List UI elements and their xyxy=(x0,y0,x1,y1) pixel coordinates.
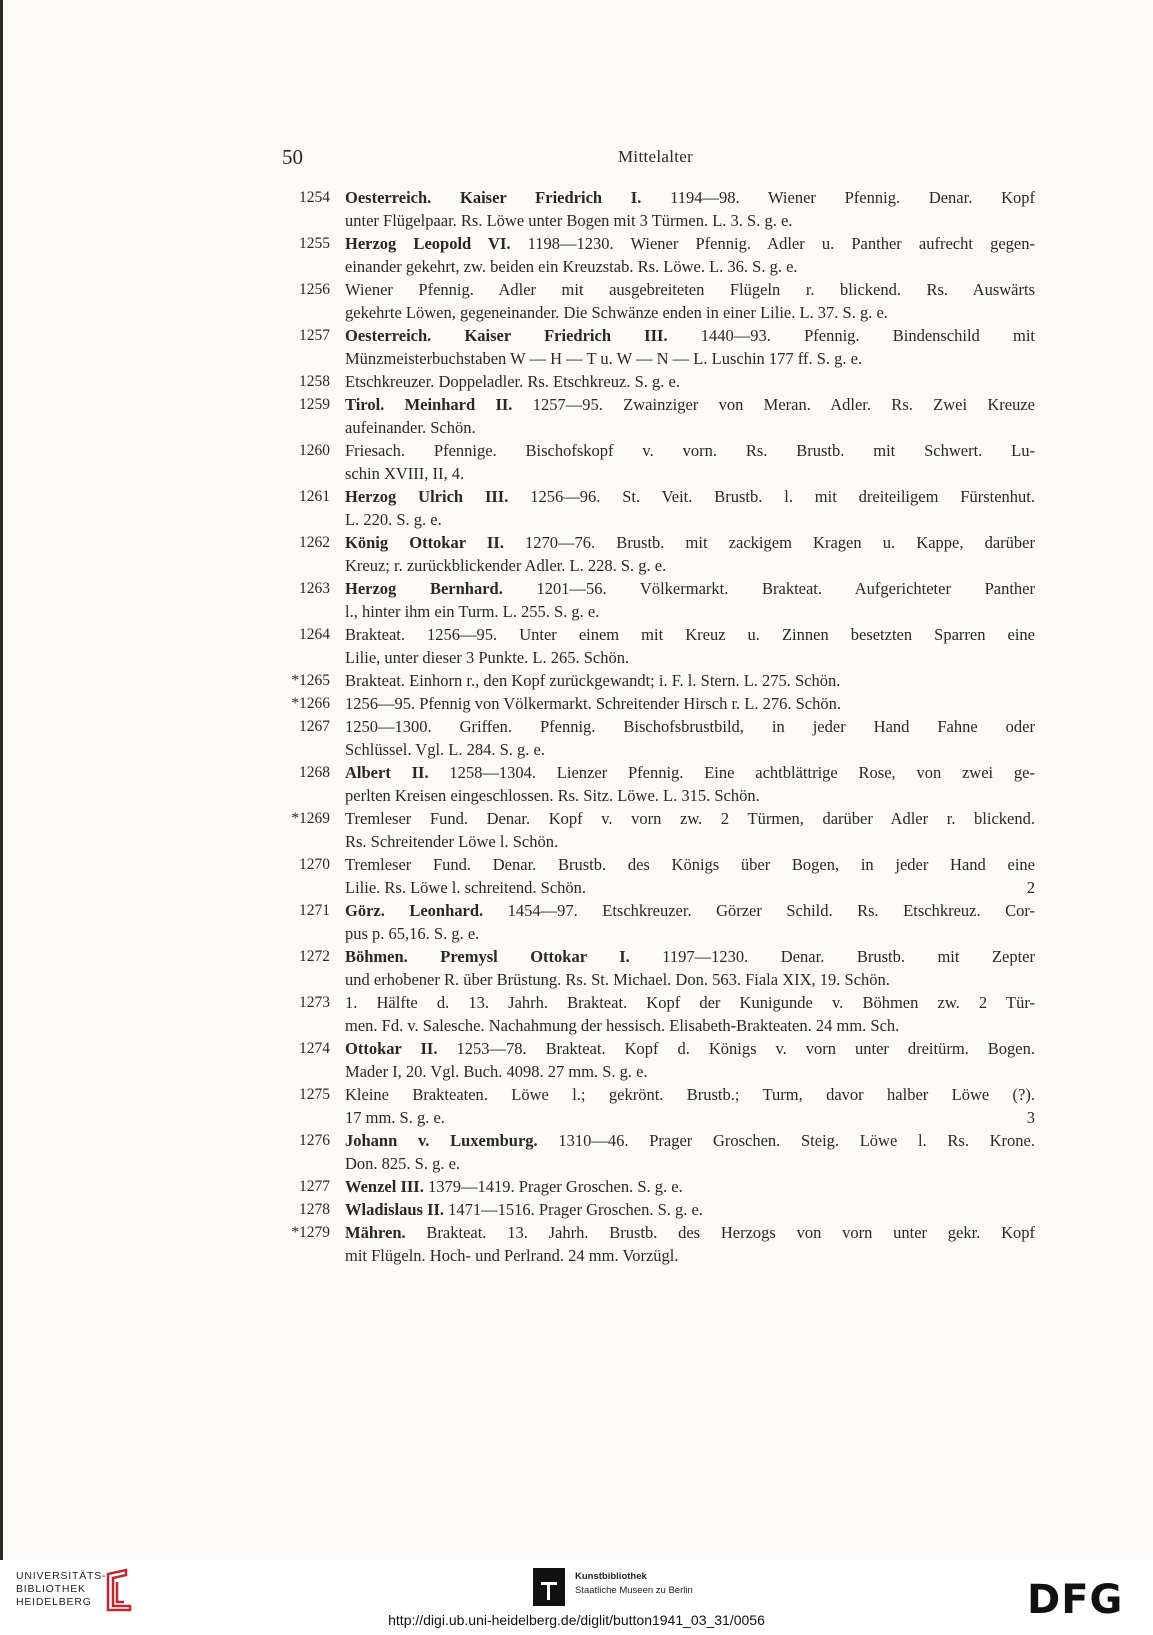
catalog-entry xyxy=(270,1083,1045,1129)
entry-line xyxy=(345,945,1035,968)
entry-line xyxy=(345,600,1035,623)
entry-description: einander gekehrt, zw. beiden ein Kreuzstab. Rs. Löwe. L. 36. S. g. e. xyxy=(345,257,798,276)
entry-description: Tremleser Fund. Denar. Kopf v. vorn zw. 2 Türmen, darüber Adler r. blickend. xyxy=(345,809,1035,828)
entry-description: 1197—1230. Denar. Brustb. mit Zepter xyxy=(629,947,1035,966)
entry-number: 1277 xyxy=(299,1178,330,1195)
entry-heading: Herzog Leopold VI. xyxy=(345,234,511,253)
catalog-entry xyxy=(270,577,1045,623)
entry-text xyxy=(345,1221,1035,1267)
entry-heading: König Ottokar II. xyxy=(345,533,504,552)
entry-text xyxy=(345,807,1035,853)
catalog-entry xyxy=(270,485,1045,531)
catalog-entries xyxy=(270,186,1045,1267)
entry-line xyxy=(345,508,1035,531)
entry-text xyxy=(345,945,1035,991)
entry-text xyxy=(345,1198,1035,1221)
entry-text xyxy=(345,232,1035,278)
entry-line xyxy=(345,301,1035,324)
running-title: Mittelalter xyxy=(618,147,694,166)
scan-edge xyxy=(0,0,3,1560)
catalog-entry xyxy=(270,807,1045,853)
kb-subtitle: Staatliche Museen zu Berlin xyxy=(575,1585,693,1596)
entry-description: Rs. Schreitender Löwe l. Schön. xyxy=(345,832,559,851)
entry-description: Don. 825. S. g. e. xyxy=(345,1154,461,1173)
entry-text xyxy=(345,1037,1035,1083)
entry-description: 1258—1304. Lienzer Pfennig. Eine achtblättrige Rose, von zwei ge- xyxy=(428,763,1035,782)
entry-line xyxy=(345,1060,1035,1083)
entry-price: 3 xyxy=(1026,1108,1035,1127)
entry-line xyxy=(345,899,1035,922)
entry-line xyxy=(345,209,1035,232)
entry-description: men. Fd. v. Salesche. Nachahmung der hessisch. Elisabeth-Brakteaten. 24 mm. Sch. xyxy=(345,1016,900,1035)
entry-line xyxy=(345,370,1035,393)
entry-description: 1256—96. St. Veit. Brustb. l. mit dreiteiligem Fürstenhut. xyxy=(508,487,1035,506)
catalog-entry xyxy=(270,991,1045,1037)
catalog-entry xyxy=(270,1037,1045,1083)
entry-description: perlten Kreisen eingeschlossen. Rs. Sitz. Löwe. L. 315. Schön. xyxy=(345,786,760,805)
entry-text xyxy=(345,278,1035,324)
entry-description: gekehrte Löwen, gegeneinander. Die Schwänze enden in einer Lilie. L. 37. S. g. e. xyxy=(345,303,888,322)
catalog-entry xyxy=(270,1129,1045,1175)
entry-text xyxy=(345,439,1035,485)
entry-heading: Tirol. Meinhard II. xyxy=(345,395,513,414)
dfg-logo[interactable]: DFG xyxy=(1027,1577,1124,1623)
catalog-entry xyxy=(270,278,1045,324)
entry-description: 1194—98. Wiener Pfennig. Denar. Kopf xyxy=(641,188,1035,207)
entry-line xyxy=(345,646,1035,669)
entry-description: Brakteat. 1256—95. Unter einem mit Kreuz u. Zinnen besetzten Sparren eine xyxy=(345,625,1035,644)
entry-text xyxy=(345,692,1035,715)
entry-heading: Johann v. Luxemburg. xyxy=(345,1131,538,1150)
entry-line xyxy=(345,1244,1035,1267)
entry-description: 1454—97. Etschkreuzer. Görzer Schild. Rs. Etschkreuz. Cor- xyxy=(483,901,1035,920)
page-header xyxy=(282,145,1002,175)
entry-description: Brakteat. 13. Jahrh. Brustb. des Herzogs von vorn unter gekr. Kopf xyxy=(405,1223,1035,1242)
entry-line xyxy=(345,991,1035,1014)
entry-number: 1267 xyxy=(299,718,330,735)
entry-description: Lilie, unter dieser 3 Punkte. L. 265. Schön. xyxy=(345,648,630,667)
footer-bar xyxy=(0,1560,1153,1635)
entry-description: 1256—95. Pfennig von Völkermarkt. Schreitender Hirsch r. L. 276. Schön. xyxy=(345,694,841,713)
entry-line xyxy=(345,232,1035,255)
entry-description: Kreuz; r. zurückblickender Adler. L. 228. S. g. e. xyxy=(345,556,667,575)
entry-number: 1256 xyxy=(299,281,330,298)
entry-text xyxy=(345,577,1035,623)
entry-line xyxy=(345,1175,1035,1198)
entry-line xyxy=(345,278,1035,301)
entry-description: 1270—76. Brustb. mit zackigem Kragen u. Kappe, darüber xyxy=(503,533,1035,552)
entry-heading: Wladislaus II. xyxy=(345,1200,445,1219)
entry-line xyxy=(345,1152,1035,1175)
entry-number: 1276 xyxy=(299,1132,330,1149)
entry-heading: Wenzel III. xyxy=(345,1177,424,1196)
entry-line xyxy=(345,393,1035,416)
entry-description: 1257—95. Zwainziger von Meran. Adler. Rs. Zwei Kreuze xyxy=(512,395,1035,414)
entry-line xyxy=(345,1014,1035,1037)
entry-heading: Oesterreich. Kaiser Friedrich III. xyxy=(345,326,668,345)
entry-number: 1259 xyxy=(299,396,330,413)
ub-emblem-icon xyxy=(104,1568,134,1612)
ub-logo-line3: HEIDELBERG xyxy=(16,1596,92,1608)
entry-heading: Herzog Bernhard. xyxy=(345,579,503,598)
entry-description: 1198—1230. Wiener Pfennig. Adler u. Panther aufrecht gegen- xyxy=(510,234,1035,253)
entry-text xyxy=(345,991,1035,1037)
entry-text xyxy=(345,669,1035,692)
entry-description: Brakteat. Einhorn r., den Kopf zurückgewandt; i. F. l. Stern. L. 275. Schön. xyxy=(345,671,841,690)
catalog-entry xyxy=(270,393,1045,439)
entry-heading: Oesterreich. Kaiser Friedrich I. xyxy=(345,188,642,207)
entry-text xyxy=(345,324,1035,370)
entry-number: 1271 xyxy=(299,902,330,919)
entry-line xyxy=(345,692,1035,715)
entry-line xyxy=(345,485,1035,508)
catalog-entry xyxy=(270,692,1045,715)
catalog-entry xyxy=(270,232,1045,278)
entry-text xyxy=(345,715,1035,761)
entry-description: unter Flügelpaar. Rs. Löwe unter Bogen mit 3 Türmen. L. 3. S. g. e. xyxy=(345,211,793,230)
entry-number: 1270 xyxy=(299,856,330,873)
catalog-entry xyxy=(270,1198,1045,1221)
entry-line xyxy=(345,761,1035,784)
entry-line xyxy=(345,1198,1035,1221)
entry-text xyxy=(345,761,1035,807)
entry-line xyxy=(345,830,1035,853)
entry-number: *1266 xyxy=(291,695,330,712)
entry-text xyxy=(345,1175,1035,1198)
entry-description: 1440—93. Pfennig. Bindenschild mit xyxy=(667,326,1035,345)
entry-number: 1255 xyxy=(299,235,330,252)
entry-description: 1379—1419. Prager Groschen. S. g. e. xyxy=(423,1177,683,1196)
catalog-entry xyxy=(270,370,1045,393)
catalog-entry xyxy=(270,439,1045,485)
entry-number: 1268 xyxy=(299,764,330,781)
entry-number: 1272 xyxy=(299,948,330,965)
entry-number: 1262 xyxy=(299,534,330,551)
entry-number: 1254 xyxy=(299,189,330,206)
entry-price: 2 xyxy=(1026,878,1035,897)
catalog-entry xyxy=(270,715,1045,761)
entry-line xyxy=(345,968,1035,991)
entry-description: pus p. 65,16. S. g. e. xyxy=(345,924,480,943)
entry-description: 1250—1300. Griffen. Pfennig. Bischofsbrustbild, in jeder Hand Fahne oder xyxy=(345,717,1035,736)
entry-number: 1274 xyxy=(299,1040,330,1057)
catalog-entry xyxy=(270,899,1045,945)
catalog-entry xyxy=(270,1175,1045,1198)
entry-text xyxy=(345,1083,1035,1129)
entry-line xyxy=(345,669,1035,692)
entry-line xyxy=(345,186,1035,209)
entry-line xyxy=(345,577,1035,600)
entry-heading: Böhmen. Premysl Ottokar I. xyxy=(345,947,630,966)
entry-description: mit Flügeln. Hoch- und Perlrand. 24 mm. Vorzügl. xyxy=(345,1246,679,1265)
entry-line xyxy=(345,324,1035,347)
entry-heading: Ottokar II. xyxy=(345,1039,438,1058)
entry-text xyxy=(345,1129,1035,1175)
entry-description: Kleine Brakteaten. Löwe l.; gekrönt. Brustb.; Turm, davor halber Löwe (?). xyxy=(345,1085,1035,1104)
entry-line xyxy=(345,1106,1035,1129)
entry-description: Schlüssel. Vgl. L. 284. S. g. e. xyxy=(345,740,545,759)
entry-description: Wiener Pfennig. Adler mit ausgebreiteten Flügeln r. blickend. Rs. Auswärts xyxy=(345,280,1035,299)
entry-line xyxy=(345,715,1035,738)
kunstbibliothek-text xyxy=(575,1570,693,1598)
entry-description: L. 220. S. g. e. xyxy=(345,510,442,529)
entry-line xyxy=(345,738,1035,761)
entry-description: aufeinander. Schön. xyxy=(345,418,476,437)
entry-description: schin XVIII, II, 4. xyxy=(345,464,465,483)
entry-number: 1273 xyxy=(299,994,330,1011)
entry-line xyxy=(345,1083,1035,1106)
entry-text xyxy=(345,531,1035,577)
entry-number: 1258 xyxy=(299,373,330,390)
entry-description: l., hinter ihm ein Turm. L. 255. S. g. e. xyxy=(345,602,600,621)
entry-description: 17 mm. S. g. e. xyxy=(345,1108,445,1127)
entry-line xyxy=(345,462,1035,485)
entry-number: 1260 xyxy=(299,442,330,459)
entry-description: Münzmeisterbuchstaben W — H — T u. W — N — L. Luschin 177 ff. S. g. e. xyxy=(345,349,863,368)
ub-heidelberg-logo[interactable] xyxy=(16,1570,106,1609)
entry-number: 1261 xyxy=(299,488,330,505)
entry-description: 1. Hälfte d. 13. Jahrh. Brakteat. Kopf der Kunigunde v. Böhmen zw. 2 Tür- xyxy=(345,993,1035,1012)
entry-description: Etschkreuzer. Doppeladler. Rs. Etschkreuz. S. g. e. xyxy=(345,372,680,391)
entry-description: 1471—1516. Prager Groschen. S. g. e. xyxy=(444,1200,703,1219)
catalog-entry xyxy=(270,669,1045,692)
entry-number: *1265 xyxy=(291,672,330,689)
entry-line xyxy=(345,922,1035,945)
entry-line xyxy=(345,623,1035,646)
entry-description: Friesach. Pfennige. Bischofskopf v. vorn. Rs. Brustb. mit Schwert. Lu- xyxy=(345,441,1035,460)
entry-line xyxy=(345,1037,1035,1060)
ub-logo-line2: BIBLIOTHEK xyxy=(16,1583,86,1595)
catalog-entry xyxy=(270,761,1045,807)
entry-description: Tremleser Fund. Denar. Brustb. des Königs über Bogen, in jeder Hand eine xyxy=(345,855,1035,874)
entry-number: *1279 xyxy=(291,1224,330,1241)
entry-line xyxy=(345,531,1035,554)
entry-line xyxy=(345,255,1035,278)
entry-number: 1278 xyxy=(299,1201,330,1218)
page-number: 50 xyxy=(282,145,303,169)
entry-line xyxy=(345,784,1035,807)
ub-logo-line1: UNIVERSITÄTS- xyxy=(16,1570,107,1582)
entry-text xyxy=(345,623,1035,669)
catalog-entry xyxy=(270,853,1045,899)
entry-text xyxy=(345,393,1035,439)
permalink-url[interactable]: http://digi.ub.uni-heidelberg.de/diglit/button1941_03_31/0056 xyxy=(388,1612,765,1628)
entry-line xyxy=(345,1129,1035,1152)
entry-line xyxy=(345,347,1035,370)
catalog-entry xyxy=(270,324,1045,370)
entry-text xyxy=(345,899,1035,945)
entry-heading: Mähren. xyxy=(345,1223,406,1242)
entry-description: und erhobener R. über Brüstung. Rs. St. Michael. Don. 563. Fiala XIX, 19. Schön. xyxy=(345,970,890,989)
entry-text xyxy=(345,186,1035,232)
entry-heading: Herzog Ulrich III. xyxy=(345,487,509,506)
entry-description: Lilie. Rs. Löwe l. schreitend. Schön. xyxy=(345,878,587,897)
entry-number: 1264 xyxy=(299,626,330,643)
entry-number: 1257 xyxy=(299,327,330,344)
entry-line xyxy=(345,876,1035,899)
kunstbibliothek-logo-icon[interactable] xyxy=(533,1568,565,1606)
entry-heading: Görz. Leonhard. xyxy=(345,901,484,920)
entry-line xyxy=(345,416,1035,439)
catalog-entry xyxy=(270,945,1045,991)
entry-description: 1201—56. Völkermarkt. Brakteat. Aufgerichteter Panther xyxy=(502,579,1035,598)
catalog-entry xyxy=(270,623,1045,669)
entry-text xyxy=(345,853,1035,899)
entry-description: Mader I, 20. Vgl. Buch. 4098. 27 mm. S. g. e. xyxy=(345,1062,648,1081)
catalog-entry xyxy=(270,1221,1045,1267)
entry-number: 1263 xyxy=(299,580,330,597)
catalog-entry xyxy=(270,531,1045,577)
entry-line xyxy=(345,554,1035,577)
entry-line xyxy=(345,807,1035,830)
entry-description: 1253—78. Brakteat. Kopf d. Königs v. vorn unter dreitürm. Bogen. xyxy=(437,1039,1035,1058)
entry-text xyxy=(345,485,1035,531)
entry-heading: Albert II. xyxy=(345,763,429,782)
entry-text xyxy=(345,370,1035,393)
entry-number: 1275 xyxy=(299,1086,330,1103)
entry-number: *1269 xyxy=(291,810,330,827)
entry-description: 1310—46. Prager Groschen. Steig. Löwe l. Rs. Krone. xyxy=(537,1131,1035,1150)
kb-name: Kunstbibliothek xyxy=(575,1571,647,1582)
entry-line xyxy=(345,439,1035,462)
catalog-entry xyxy=(270,186,1045,232)
entry-line xyxy=(345,853,1035,876)
entry-line xyxy=(345,1221,1035,1244)
